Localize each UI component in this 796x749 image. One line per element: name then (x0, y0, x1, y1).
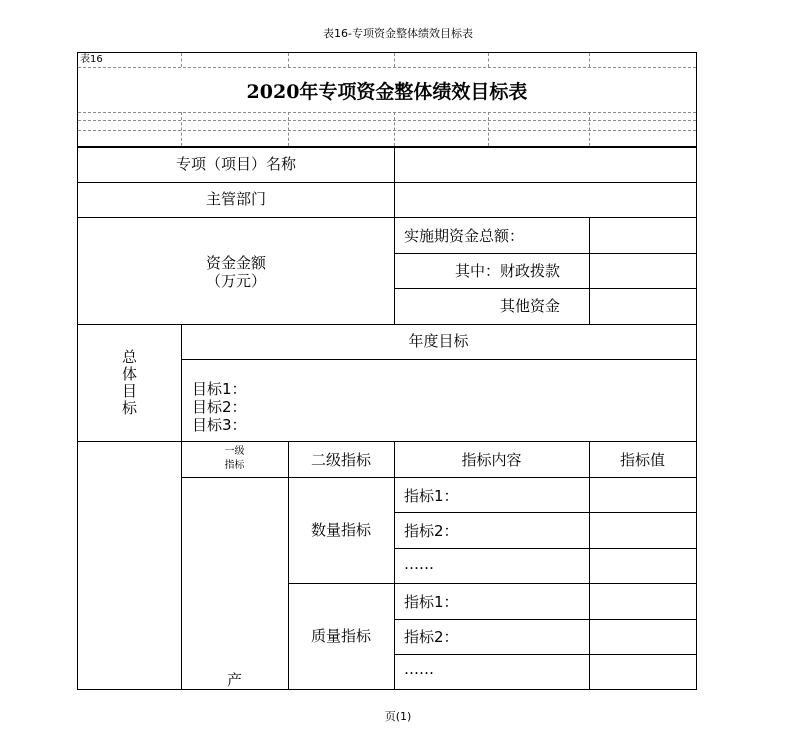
total-funds-label: 实施期资金总额： (404, 227, 525, 245)
level2-header: 二级指标 (310, 451, 371, 469)
goal-line: 目标2： (192, 398, 247, 416)
content-header: 指标内容 (461, 451, 522, 469)
page-footer: 页(1) (384, 710, 412, 723)
quality-item: 指标1： (404, 593, 459, 611)
table-tag: 表16 (80, 54, 103, 65)
quantity-item: 指标2： (404, 522, 459, 540)
level1-header-line2: 指标 (224, 460, 245, 471)
quantity-indicator-label: 数量指标 (310, 521, 371, 539)
other-funds-label: 其他资金 (499, 297, 560, 315)
quality-item: …… (404, 660, 434, 678)
table-title: 2020年专项资金整体绩效目标表 (246, 81, 528, 103)
funds-label: 资金金额 (205, 254, 266, 272)
project-name-label: 专项（项目）名称 (175, 155, 296, 173)
quality-indicator-label: 质量指标 (310, 627, 371, 645)
level1-header: 一级 (224, 446, 245, 457)
annual-goal-label: 年度目标 (408, 332, 469, 350)
value-header: 指标值 (619, 451, 665, 469)
goal-line: 目标1： (192, 380, 247, 398)
fiscal-funds-label: 其中：财政拨款 (454, 262, 560, 280)
quality-item: 指标2： (404, 628, 459, 646)
quantity-item: 指标1： (404, 487, 459, 505)
quantity-item: …… (404, 555, 434, 573)
funds-unit-label: （万元） (205, 272, 266, 290)
level1-output-label: 产 (226, 671, 242, 689)
goal-line: 目标3： (192, 416, 247, 434)
department-label: 主管部门 (205, 190, 266, 208)
performance-goal-table (77, 52, 697, 690)
page-header: 表16-专项资金整体绩效目标表 (323, 27, 473, 40)
overall-goal-label: 总体目标 (120, 349, 138, 417)
